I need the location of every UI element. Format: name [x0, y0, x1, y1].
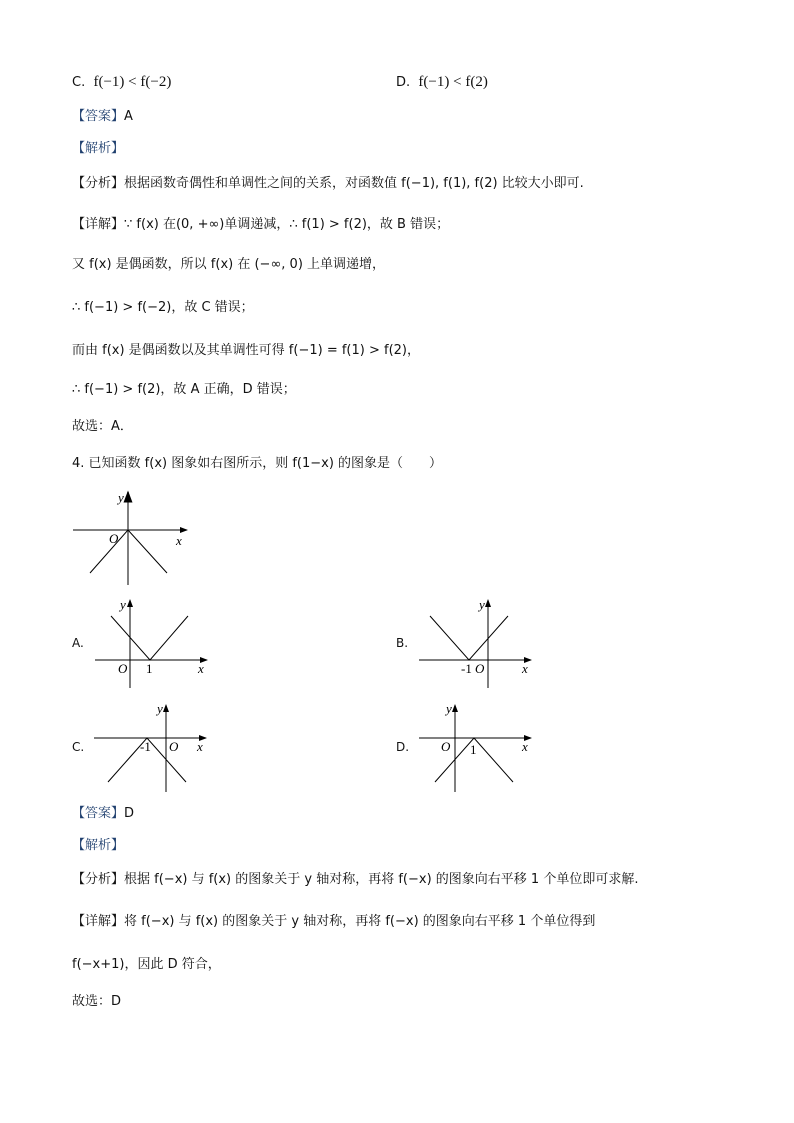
axis-label-y: y — [120, 597, 126, 612]
fenxi-tag: 【分析】 — [72, 872, 125, 887]
fenxi-text: 根据 f(−x) 与 f(x) 的图象关于 y 轴对称，再将 f(−x) 的图象向右平移 1 个单位即可求解. — [124, 872, 639, 887]
q3-analysis-heading: 【解析】 — [72, 141, 125, 156]
axis-label-x: x — [176, 533, 182, 548]
fenxi-tag: 【分析】 — [72, 176, 125, 191]
q3-line: 又 f(x) 是偶函数，所以 f(x) 在 (−∞, 0) 上单调递增， — [72, 257, 386, 272]
origin-label: O — [109, 531, 119, 546]
axis-label-y: y — [157, 701, 163, 716]
origin-label: O — [169, 739, 179, 754]
origin-label: O — [441, 739, 451, 754]
xiangjie-tag: 【详解】 — [72, 914, 125, 929]
xiangjie-text: ∵ f(x) 在(0, +∞)单调递减，∴ f(1) > f(2)，故 B 错误； — [124, 217, 450, 232]
q4-question: 4. 已知函数 f(x) 图象如右图所示，则 f(1−x) 的图象是（ ） — [72, 456, 443, 471]
origin-label: O — [118, 661, 128, 676]
tick-label-1: 1 — [146, 661, 153, 676]
answer-value: D — [124, 806, 135, 821]
axis-label-x: x — [198, 661, 204, 676]
option-expr: f(−1) < f(−2) — [93, 74, 172, 90]
option-label: C. — [72, 75, 86, 90]
axis-label-y: y — [446, 701, 452, 716]
axis-label-y: y — [118, 490, 124, 505]
q4-answer — [72, 805, 134, 823]
fenxi-text: 根据函数奇偶性和单调性之间的关系，对函数值 f(−1), f(1), f(2) 比较大小即可. — [124, 176, 584, 191]
option-a-label: A. — [72, 636, 84, 650]
axis-label-x: x — [522, 661, 528, 676]
answer-value: A — [124, 109, 133, 124]
origin-label: O — [475, 661, 485, 676]
option-expr: f(−1) < f(2) — [418, 74, 488, 90]
axis-label-x: x — [522, 739, 528, 754]
tick-label-neg1: -1 — [140, 739, 151, 754]
q3-line: ∴ f(−1) > f(−2)，故 C 错误； — [72, 300, 254, 315]
q4-line: f(−x+1)，因此 D 符合， — [72, 957, 221, 972]
q3-line: 故选：A． — [72, 419, 133, 434]
option-b-label: B. — [396, 636, 409, 650]
axis-label-y: y — [479, 597, 485, 612]
tick-label-1: 1 — [470, 742, 477, 757]
tick-label-neg1: -1 — [461, 661, 472, 676]
xiangjie-text: 将 f(−x) 与 f(x) 的图象关于 y 轴对称，再将 f(−x) 的图象向右平移 1 个单位得到 — [124, 914, 596, 929]
graph-original — [73, 492, 187, 585]
option-label: D. — [396, 75, 411, 90]
option-c-label: C. — [72, 740, 85, 754]
option-d-label: D. — [396, 740, 410, 754]
answer-tag: 【答案】 — [72, 109, 125, 124]
q4-analysis-heading: 【解析】 — [72, 838, 125, 853]
xiangjie-tag: 【详解】 — [72, 217, 125, 232]
q3-line: ∴ f(−1) > f(2)，故 A 正确，D 错误； — [72, 382, 296, 397]
q4-fenxi — [72, 871, 638, 889]
q4-xiangjie — [72, 913, 595, 931]
axis-label-x: x — [197, 739, 203, 754]
q4-line: 故选：D — [72, 994, 122, 1009]
q3-line: 而由 f(x) 是偶函数以及其单调性可得 f(−1) = f(1) > f(2)， — [72, 343, 420, 358]
answer-tag: 【答案】 — [72, 806, 125, 821]
